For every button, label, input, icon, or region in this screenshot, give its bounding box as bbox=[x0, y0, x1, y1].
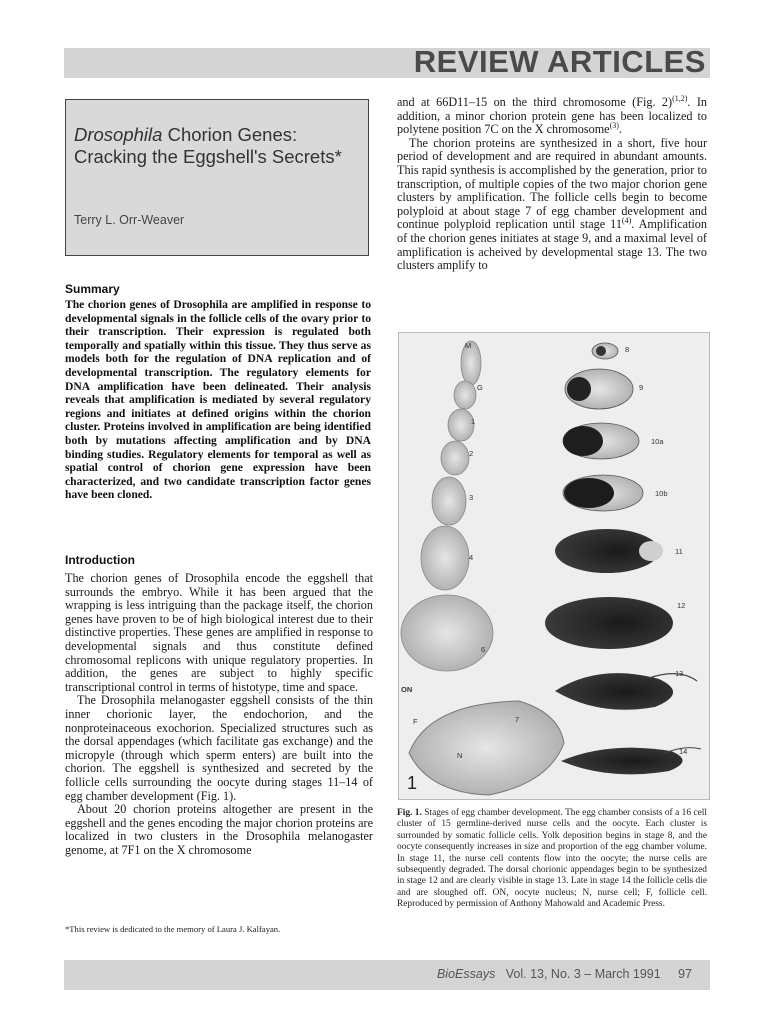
summary-heading: Summary bbox=[65, 282, 120, 296]
figure-stage-label: 8 bbox=[625, 345, 630, 354]
figure-caption-text: Stages of egg chamber development. The egg chamber consists of a 16 cell cluster of 15 germline-derived nurse cells and the oocyte. Each cluster is surrounded by somatic follicle cells. Yolk deposition begins in stage 8, and the oocyte consequently increases in size and proportion of the egg chamber volume. In stage 11, the nurse cell contents flow into the oocyte; the nurse cells are subsequently degraded. The dorsal chorionic appendages begin to be synthesized in stage 12 and are clearly visible in stage 13. Late in stage 14 the follicle cells die and are sloughed off. ON, oocyte nucleus; N, nurse cell; F, follicle cell. Reproduced by permission of Anthony Mahowald and Academic Press. bbox=[397, 808, 707, 910]
journal-name: BioEssays bbox=[436, 967, 496, 981]
figure-label-left: 3 bbox=[469, 493, 474, 502]
article-title bbox=[74, 124, 364, 168]
figure-stage-label: 12 bbox=[677, 601, 686, 610]
introduction-body bbox=[65, 572, 373, 857]
figure-label-left: F bbox=[413, 717, 418, 726]
issue-details: Vol. 13, No. 3 – March 1991 bbox=[505, 967, 661, 981]
intro-paragraph-1: The chorion genes of Drosophila encode the eggshell that surrounds the embryo. While it has been argued that the wrapping is less intriguing than the package itself, the chorion genes have proven to be of high biological interest due to their distinctive properties. These genes are amplified in response to developmental signals and thus constitute defined chromosomal replicons with unique regulatory properties. In addition, the genes are subject to highly specific transcriptional control in terms of histotype, time and space. bbox=[65, 571, 373, 694]
footnote: *This review is dedicated to the memory of Laura J. Kalfayan. bbox=[65, 924, 281, 934]
figure-stage-label: 11 bbox=[675, 547, 683, 556]
figure-panel-number: 1 bbox=[407, 773, 418, 793]
figure-stage-label: 10a bbox=[651, 437, 664, 446]
figure-label-left: 7 bbox=[515, 715, 520, 724]
introduction-heading: Introduction bbox=[65, 553, 135, 567]
figure-label-left: G bbox=[477, 383, 483, 392]
figure-caption bbox=[397, 808, 707, 911]
section-title: REVIEW ARTICLES bbox=[413, 44, 706, 79]
footer-bar bbox=[64, 960, 710, 990]
figure-egg-chambers bbox=[398, 332, 710, 800]
figure-stage-label: 10b bbox=[655, 489, 668, 498]
figure-label-left: 2 bbox=[469, 449, 474, 458]
figure-micrograph bbox=[399, 333, 710, 800]
intro-paragraph-3: About 20 chorion proteins altogether are present in the eggshell and the genes encoding the major chorion proteins are localized in two clusters in the Drosophila melanogaster genome, at 7F1 on the X chromosome bbox=[65, 802, 373, 857]
figure-label-left: ON bbox=[401, 685, 413, 694]
figure-label-left: N bbox=[457, 751, 463, 760]
article-title-rest: Chorion Genes: Cracking the Eggshell's Secrets* bbox=[74, 124, 342, 167]
figure-caption-label: Fig. 1. bbox=[397, 808, 422, 818]
figure-stage-label: 14 bbox=[679, 747, 688, 756]
page-number: 97 bbox=[678, 967, 692, 981]
footer-citation bbox=[437, 967, 692, 981]
figure-stage-label: 13 bbox=[675, 669, 684, 678]
figure-label-left: 4 bbox=[469, 553, 474, 562]
figure-stage-label: 9 bbox=[639, 383, 644, 392]
figure-label-left: 6 bbox=[481, 645, 486, 654]
intro-paragraph-2: The Drosophila melanogaster eggshell consists of the thin inner chorionic layer, the endochorion, and the nonproteinaceous exochorion. Specialized structures such as the dorsal appendages (which facilitate gas exchange) and the micropyle (through which sperm enters) are built into the chorion. The eggshell is synthesized and secreted by the follicle cells surrounding the oocyte during stages 11–14 of egg chamber development (Fig. 1). bbox=[65, 693, 373, 803]
header-bar bbox=[64, 44, 710, 79]
right-paragraph-1: and at 66D11–15 on the third chromosome (Fig. 2)$^{(1,2)}$. In addition, a minor chorion protein gene has been localized to polytene position 7C on the X chromosome$^{(3)}$. bbox=[397, 93, 707, 137]
summary-text: The chorion genes of Drosophila are amplified in response to developmental signals in the follicle cells of the ovary prior to their transcription. Their expression is regulated both temporally and spatially within this tissue. They thus serve as models both for the regulation of DNA replication and of developmental transcription. The regulatory elements for DNA amplification have been delineated. Their analysis reveals that amplification is mediated by several regulatory regions and initiates at defined origins within the chorion cluster. Proteins involved in amplification are being identified both by mutations affecting amplification and by DNA binding studies. Regulatory elements for temporal as well as spatial control of chorion gene expression have been characterized, and two candidate transcription factor genes have been cloned. bbox=[65, 298, 371, 502]
figure-label-left: M bbox=[465, 341, 472, 350]
right-column-body bbox=[397, 93, 707, 273]
figure-label-left: 1 bbox=[471, 417, 476, 426]
article-title-italic: Drosophila bbox=[74, 124, 163, 145]
article-author: Terry L. Orr-Weaver bbox=[74, 213, 185, 227]
right-paragraph-2: The chorion proteins are synthesized in a short, five hour period of development and are required in abundant amounts. This rapid synthesis is accomplished by the generation, prior to transcription, of multiple copies of the two major chorion gene clusters by amplification. The follicle cells begin to become polyploid at about stage 7 of egg chamber development and continue polyploid replication until stage 11$^{(4)}$. Amplification of the chorion genes initiates at stage 9, and a maximal level of amplification is acheived by developmental stage 13. The two clusters amplify to bbox=[397, 135, 707, 273]
title-box bbox=[65, 99, 369, 256]
